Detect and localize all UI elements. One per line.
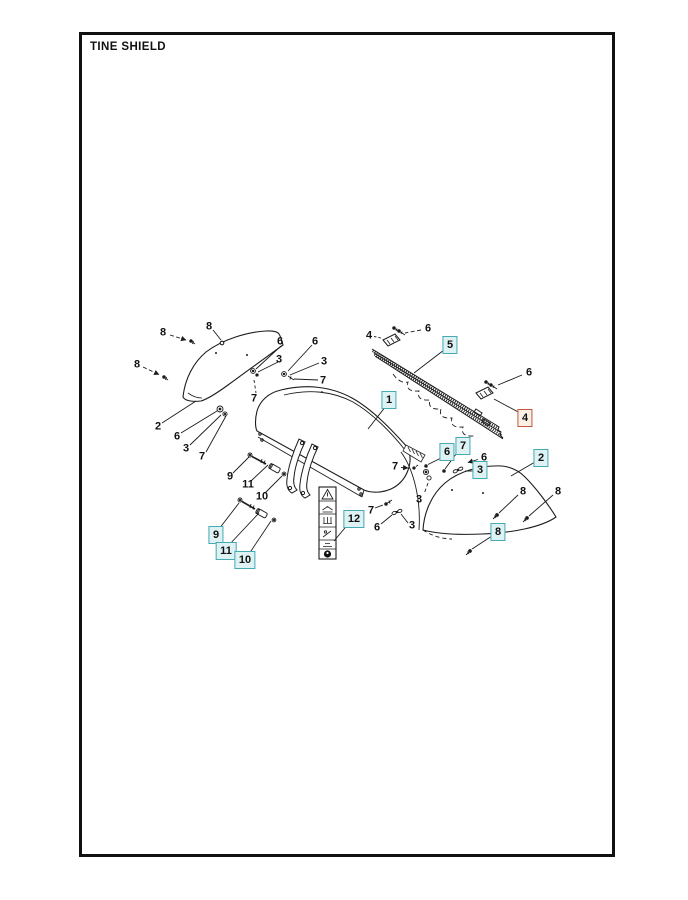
- callout-2-highlighted[interactable]: 2: [533, 449, 548, 467]
- callout-8: 8: [519, 485, 527, 498]
- callout-3: 3: [275, 353, 283, 366]
- callout-7: 7: [391, 460, 399, 473]
- callout-8: 8: [159, 326, 167, 339]
- callout-7: 7: [250, 392, 258, 405]
- screw-stack-a: [251, 369, 259, 393]
- page-title: TINE SHIELD: [90, 41, 166, 53]
- screw-7-dot: [443, 470, 446, 473]
- nut-stack-right: [423, 465, 431, 494]
- callout-4-highlighted[interactable]: 4: [517, 409, 532, 427]
- callout-5-highlighted[interactable]: 5: [442, 336, 457, 354]
- callout-8: 8: [133, 358, 141, 371]
- callout-3: 3: [415, 493, 423, 506]
- screw-8a: [190, 340, 195, 344]
- rotating-tines-pictogram-icon: [323, 517, 332, 524]
- callout-11: 11: [242, 478, 254, 491]
- callout-6: 6: [311, 335, 319, 348]
- hinge-bracket-left: [383, 334, 400, 346]
- callout-6: 6: [525, 366, 533, 379]
- callout-7: 7: [198, 450, 206, 463]
- callout-6: 6: [276, 335, 284, 348]
- callout-3: 3: [182, 442, 190, 455]
- callout-10-highlighted[interactable]: 10: [234, 551, 255, 569]
- screw-8b: [163, 376, 168, 380]
- callout-6: 6: [424, 322, 432, 335]
- callout-8: 8: [554, 485, 562, 498]
- callout-12-highlighted[interactable]: 12: [343, 510, 364, 528]
- callout-6: 6: [373, 521, 381, 534]
- pin-7: [413, 465, 418, 469]
- callout-6: 6: [173, 430, 181, 443]
- hinge-bracket-right: [476, 387, 493, 399]
- callout-11-highlighted[interactable]: 11: [216, 542, 237, 560]
- callout-10: 10: [255, 490, 269, 503]
- max-rpm-dot-icon: [324, 550, 331, 557]
- left-side-plate-part: [183, 331, 283, 401]
- callout-7-highlighted[interactable]: 7: [455, 437, 470, 455]
- screw-8e: [466, 550, 471, 555]
- callout-2: 2: [154, 420, 162, 433]
- washer-stack-left: [217, 406, 227, 416]
- callout-3: 3: [408, 519, 416, 532]
- warning-decal: [319, 487, 336, 559]
- callout-9-highlighted[interactable]: 9: [208, 526, 223, 544]
- screw-stack-b: [282, 372, 294, 380]
- callout-8: 8: [205, 320, 213, 333]
- main-shield-part: [256, 387, 426, 530]
- screw-7b: [385, 500, 392, 505]
- callout-1-highlighted[interactable]: 1: [381, 391, 396, 409]
- callout-6-highlighted[interactable]: 6: [439, 443, 454, 461]
- callout-7: 7: [367, 504, 375, 517]
- callout-6: 6: [480, 451, 488, 464]
- callout-3-highlighted[interactable]: 3: [472, 461, 487, 479]
- callout-8-highlighted[interactable]: 8: [490, 523, 505, 541]
- callout-3: 3: [320, 355, 328, 368]
- bolt-set-1: [248, 453, 286, 476]
- callout-9: 9: [226, 470, 234, 483]
- callout-4: 4: [365, 329, 373, 342]
- callout-7: 7: [319, 374, 327, 387]
